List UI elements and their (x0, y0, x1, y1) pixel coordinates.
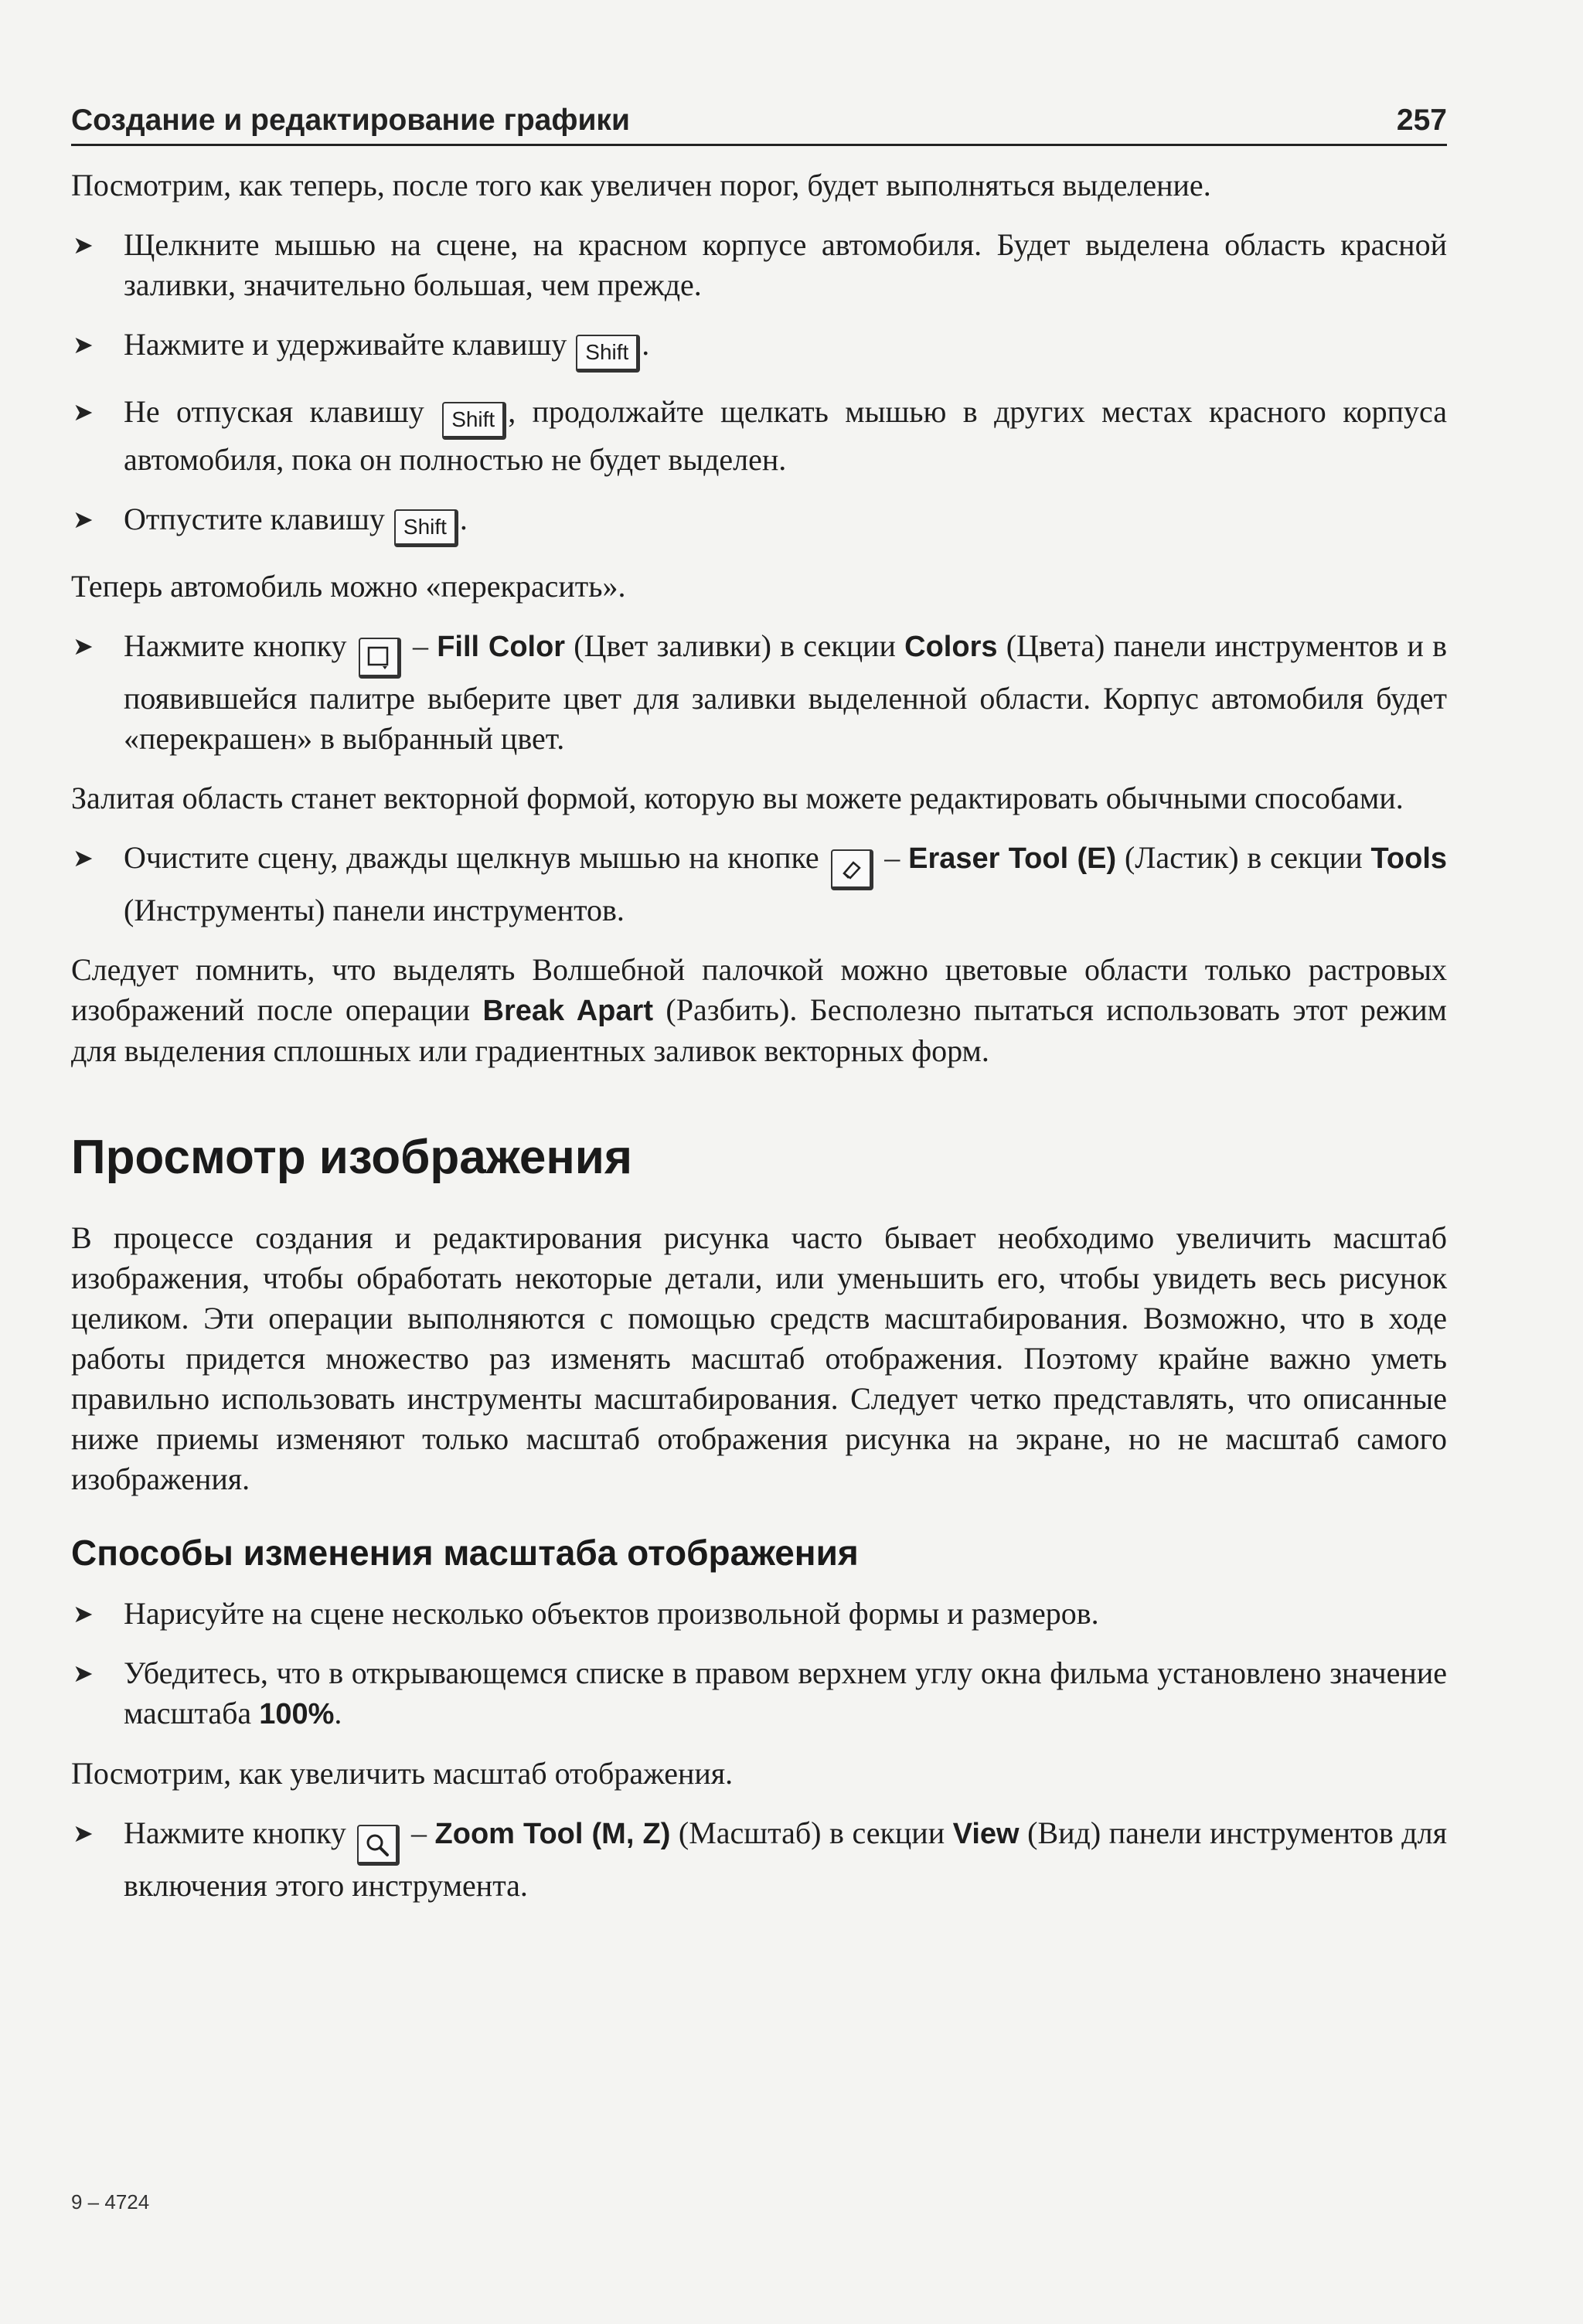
bullet-item: ➤ Нажмите кнопку – Zoom Tool (M, Z) (Масштаб) в секции View (Вид) панели инструментов для включения этого инструмента. (71, 1813, 1447, 1906)
bullet-arrow-icon: ➤ (73, 330, 94, 359)
paragraph: Следует помнить, что выделять Волшебной палочкой можно цветовые области только растровых изображений после операции Break Apart (Разбить). Бесполезно пытаться использовать этот режим для выделения сплошных или градиентных заливок векторных форм. (71, 952, 1447, 1068)
section-heading: Просмотр изображения (71, 1131, 633, 1184)
bullet-item: ➤ Убедитесь, что в открывающемся списке в правом верхнем углу окна фильма установлено значение масштаба 100%. (71, 1653, 1447, 1734)
shift-key-icon: Shift (394, 509, 458, 547)
subsection-heading: Способы изменения масштаба отображения (71, 1533, 859, 1573)
page-number: 257 (1396, 104, 1447, 137)
bullet-arrow-icon: ➤ (73, 1819, 94, 1848)
zoom-icon (357, 1825, 400, 1866)
printer-signature: 9 – 4724 (71, 2190, 150, 2213)
paragraph: Залитая область станет векторной формой, которую вы можете редактировать обычными способами. (71, 781, 1404, 815)
paragraph: Посмотрим, как теперь, после того как увеличен порог, будет выполняться выделение. (71, 168, 1211, 202)
running-header (71, 99, 1447, 146)
paragraph: Посмотрим, как увеличить масштаб отображения. (71, 1756, 734, 1791)
bullet-item: ➤ Отпустите клавишу Shift . (71, 499, 1447, 547)
paragraph: Теперь автомобиль можно «перекрасить». (71, 569, 626, 604)
bullet-arrow-icon: ➤ (73, 1599, 94, 1628)
bullet-item: ➤ Нажмите кнопку – Fill Color (Цвет заливки) в секции Colors (Цвета) панели инструментов и в появившейся палитре выберите цвет для заливки выделенной области. Корпус автомобиля будет «перекрашен» в выбранный цвет. (71, 626, 1447, 759)
bullet-item: ➤ Не отпуская клавишу Shift , продолжайте щелкать мышью в других местах красного корпуса автомобиля, пока он полностью не будет выделен. (71, 392, 1447, 480)
shift-key-icon: Shift (576, 335, 640, 373)
bullet-item: ➤ Очистите сцену, дважды щелкнув мышью на кнопке – Eraser Tool (E) (Ластик) в секции Tools (Инструменты) панели инструментов. (71, 838, 1447, 931)
bullet-arrow-icon: ➤ (73, 631, 94, 661)
bullet-arrow-icon: ➤ (73, 505, 94, 534)
bullet-arrow-icon: ➤ (73, 843, 94, 873)
shift-key-icon: Shift (442, 402, 506, 440)
fill-color-icon (359, 638, 401, 679)
running-title: Создание и редактирование графики (71, 104, 630, 137)
bullet-arrow-icon: ➤ (73, 397, 94, 427)
body-text (71, 165, 1447, 1925)
paragraph: В процессе создания и редактирования рисунка часто бывает необходимо увеличить масштаб изображения, чтобы обработать некоторые детали, или уменьшить его, чтобы увидеть весь рисунок целиком. Эти операции выполняются с помощью средств масштабирования. Возможно, что в ходе работы придется множество раз изменять масштаб отображения. Поэтому крайне важно уметь правильно использовать инструменты масштабирования. Следует четко представлять, что описанные ниже приемы изменяют только масштаб отображения рисунка на экране, но не масштаб самого изображения. (71, 1220, 1447, 1496)
bullet-item: ➤ Нажмите и удерживайте клавишу Shift . (71, 325, 1447, 373)
bullet-item: ➤ Щелкните мышью на сцене, на красном корпусе автомобиля. Будет выделена область красной заливки, значительно большая, чем прежде. (71, 225, 1447, 305)
bullet-item: ➤ Нарисуйте на сцене несколько объектов произвольной формы и размеров. (71, 1594, 1447, 1634)
bullet-arrow-icon: ➤ (73, 1659, 94, 1688)
bullet-arrow-icon: ➤ (73, 230, 94, 260)
eraser-icon (831, 849, 873, 890)
